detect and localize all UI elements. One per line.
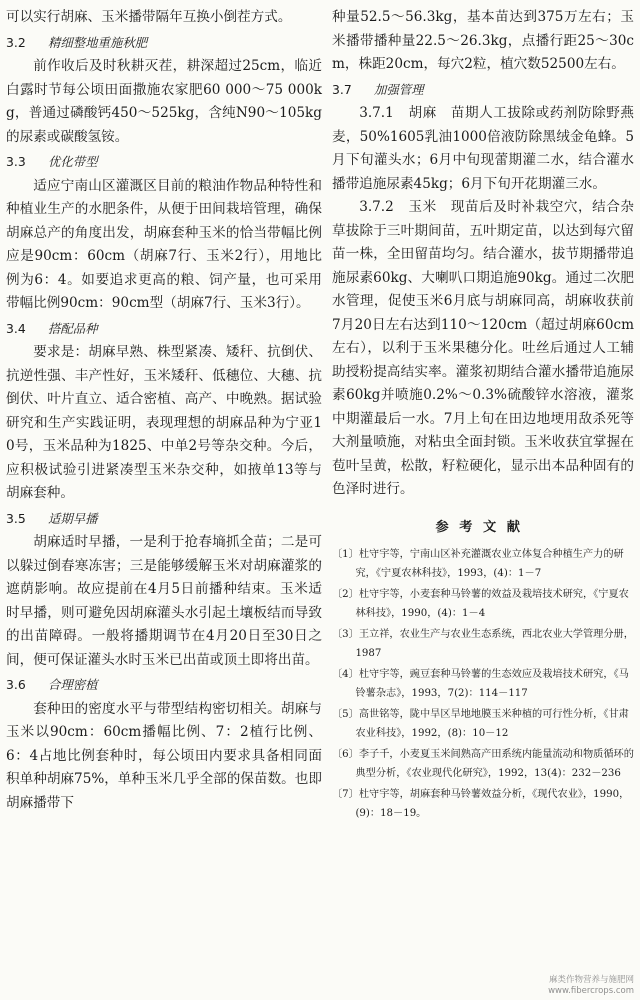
section-number: 3.6	[6, 677, 26, 692]
paragraph: 要求是：胡麻早熟、株型紧凑、矮秆、抗倒伏、抗逆性强、丰产性好，玉米矮秆、低穗位、大穗、抗倒伏、叶片直立、适合密植、高产、中晚熟。据试验研究和生产实践证明，表现理想的胡麻品种为宁亚10号，玉米品种为1825、中单2号等杂交种。今后，应积极试验引进紧凑型玉米杂交种，如掖单13等与胡麻套种。	[6, 344, 322, 501]
reference-item: 〔2〕杜守宇等，小麦套种马铃薯的效益及栽培技术研究，《宁夏农林科技》，1990，(4)：1－4	[332, 588, 629, 619]
paragraph: 适应宁南山区灌溉区目前的粮油作物品种特性和种植业生产的水肥条件，从便于田间栽培管理，确保胡麻总产的角度出发，胡麻套种玉米的恰当带幅比例应是90cm：60cm（胡麻7行、玉米2行），用地比例为6：4。如要追求更高的粮、饲产量，也可采用带幅比例90cm：90cm型（胡麻7行、玉米3行）。	[6, 177, 322, 311]
section-heading	[6, 150, 322, 174]
section-number: 3.5	[6, 510, 26, 526]
section-heading	[332, 78, 634, 102]
section-number: 3.7	[332, 81, 352, 97]
section-title: 合理密植	[48, 677, 98, 692]
reference-item: 〔3〕王立祥，农业生产与农业生态系统，西北农业大学管理分册，1987	[332, 628, 634, 659]
section-title: 适期早播	[48, 510, 98, 526]
reference-item: 〔1〕杜守宇等，宁南山区补充灌溉农业立体复合种植生产力的研究，《宁夏农林科技》，1993，(4)：1－7	[332, 548, 624, 579]
section-title: 优化带型	[48, 154, 98, 169]
paragraph: 3.7.2 玉米 现苗后及时补栽空穴，结合杂草拔除于三叶期间苗，五叶期定苗，以达到每穴留苗一株，全田留苗均匀。结合灌水，拔节期播带追施尿素60kg、大喇叭口期追施90kg。通过二次肥水管理，促使玉米6月底与胡麻同高，胡麻收获前7月20日左右达到110～120cm（超过胡麻60cm左右），以利于玉米果穗分化。吐丝后通过人工辅助授粉提高结实率。灌浆初期结合灌水播带追施尿素60kg并喷施0.2%～0.3%硫酸锌水溶液，灌浆中期灌最后一水。7月上旬在田边地埂用敌杀死等大剂量喷施，对粘虫全面封锁。玉米收获宜掌握在苞叶呈黄，松散，籽粒硬化，显示出本品种固有的色泽时进行。	[332, 199, 634, 497]
section-number: 3.4	[6, 320, 26, 336]
section-title: 加强管理	[374, 81, 424, 97]
section-heading	[6, 673, 322, 697]
watermark-line-1: 麻类作物营养与施肥网	[548, 975, 634, 985]
reference-item: 〔6〕李子千，小麦夏玉米间熟高产田系统内能量流动和物质循环的典型分析，《农业现代化研究》，1992，13(4)：232－236	[332, 748, 634, 779]
paragraph: 套种田的密度水平与带型结构密切相关。胡麻与玉米以90cm：60cm播幅比例、7：2植行比例、6：4占地比例套种时，每公顷田内要求具备相同面积单种胡麻75%，单种玉米几乎全部的保苗数。也即胡麻播带下	[6, 700, 322, 811]
section-title: 精细整地重施秋肥	[48, 34, 148, 50]
section-heading	[6, 507, 322, 531]
section-number: 3.3	[6, 154, 26, 169]
watermark	[548, 975, 634, 997]
paragraph: 前作收后及时秋耕灭茬，耕深超过25cm，临近白露时节每公顷田面撒施农家肥60 000～75 000kg，普通过磷酸钙450～525kg，含纯N90～105kg的尿素或碳酸氢铵。	[6, 58, 322, 145]
reference-item: 〔7〕杜守宇等，胡麻套种马铃薯效益分析，《现代农业》，1990，(9)：18－19。	[332, 788, 630, 819]
paragraph: 种量52.5～56.3kg，基本苗达到375万左右；玉米播带播种量22.5～26.3kg，点播行距25～30cm，株距20cm，每穴2粒，植穴数52500左右。	[332, 9, 634, 72]
section-number: 3.2	[6, 34, 26, 50]
reference-item: 〔4〕杜守宇等，豌豆套种马铃薯的生态效应及栽培技术研究，《马铃薯杂志》，1993，7(2)：114－117	[332, 668, 629, 699]
section-heading	[6, 317, 322, 341]
watermark-line-2: www.fibercrops.com	[548, 986, 634, 996]
paragraph: 3.7.1 胡麻 苗期人工拔除或药剂防除野燕麦，50%1605乳油1000倍液防除黑绒金龟蜂。5月下旬灌头水；6月中旬现蕾期灌二水，结合灌水播带追施尿素45kg；6月下旬开花期灌三水。	[332, 105, 634, 192]
paragraph: 胡麻适时早播，一是利于抢春墒抓全苗；二是可以躲过倒春寒冻害；三是能够缓解玉米对胡麻灌浆的遮荫影响。故应提前在4月5日前播种结束。玉米适时早播，则可避免因胡麻灌头水引起土壤板结而导致的出苗障碍。一般将播期调节在4月20日至30日之间，便可保证灌头水时玉米已出苗或顶土即将出苗。	[6, 534, 322, 668]
reference-item: 〔5〕高世铭等，陇中旱区旱地地膜玉米种植的可行性分析，《甘肃农业科技》，1992，(8)：10－12	[332, 708, 629, 739]
section-title: 搭配品种	[48, 320, 98, 336]
section-heading	[6, 31, 322, 55]
references-heading: 参考文献	[435, 519, 531, 535]
paragraph: 可以实行胡麻、玉米播带隔年互换小倒茬方式。	[6, 9, 292, 25]
right-column	[332, 6, 634, 825]
left-column	[6, 6, 322, 815]
